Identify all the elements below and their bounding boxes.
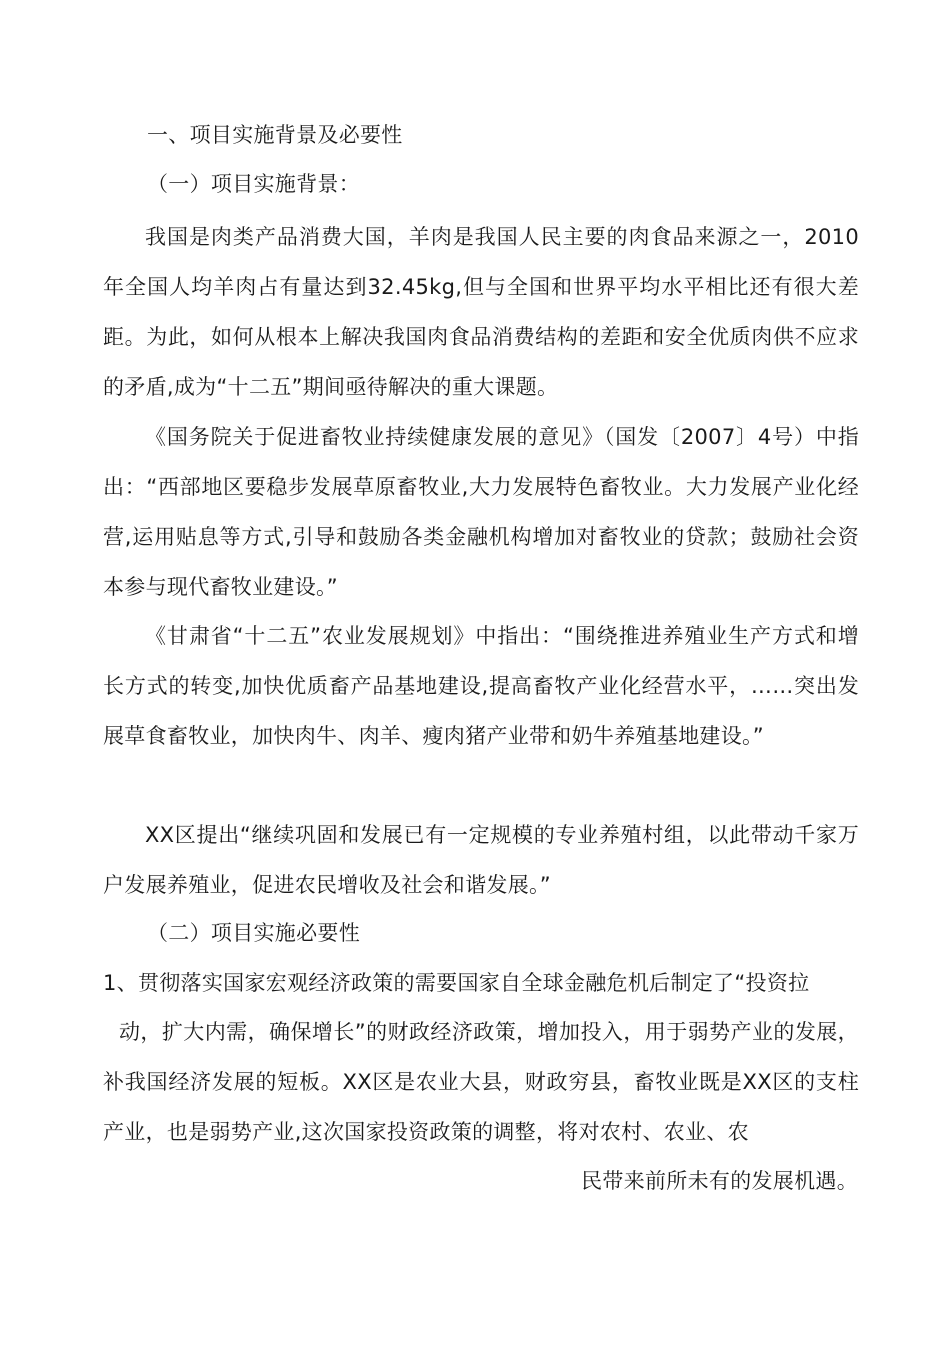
- paragraph-consumption: 我国是肉类产品消费大国，羊肉是我国人民主要的肉食品来源之一，2010年全国人均羊肉占有量达到32.45kg,但与全国和世界平均水平相比还有很大差距。为此，如何从根本上解决我国肉食品消费结构的差距和安全优质肉供不应求的矛盾,成为“十二五”期间亟待解决的重大课题。: [103, 225, 859, 399]
- section-heading-necessity: （二）项目实施必要性: [147, 921, 360, 945]
- paragraph-gansu-plan: 《甘肃省“十二五”农业发展规划》中指出：“围绕推进养殖业生产方式和增长方式的转变,加快优质畜产品基地建设,提高畜牧产业化经营水平，……突出发展草食畜牧业，加快肉牛、肉羊、瘦肉猪产业带和奶牛养殖基地建设。”: [103, 624, 859, 748]
- section-heading-main: 一、项目实施背景及必要性: [147, 123, 403, 147]
- list-item-1-body: 动，扩大内需，确保增长”的财政经济政策，增加投入，用于弱势产业的发展，补我国经济发展的短板。XX区是农业大县，财政穷县，畜牧业既是XX区的支柱产业，也是弱势产业,这次国家投资政策的调整，将对农村、农业、农: [103, 1020, 859, 1144]
- list-item-1-last-line: 民带来前所未有的发展机遇。: [581, 1169, 858, 1193]
- paragraph-state-council: 《国务院关于促进畜牧业持续健康发展的意见》（国发〔2007〕4号）中指出：“西部地区要稳步发展草原畜牧业,大力发展特色畜牧业。大力发展产业化经营,运用贴息等方式,引导和鼓励各类金融机构增加对畜牧业的贷款；鼓励社会资本参与现代畜牧业建设。”: [103, 425, 859, 599]
- section-heading-background: （一）项目实施背景：: [147, 172, 360, 196]
- list-item-1-first-line: 1、贯彻落实国家宏观经济政策的需要国家自全球金融危机后制定了“投资拉: [103, 971, 810, 995]
- paragraph-district: XX区提出“继续巩固和发展已有一定规模的专业养殖村组，以此带动千家万户发展养殖业，促进农民增收及社会和谐发展。”: [103, 823, 859, 897]
